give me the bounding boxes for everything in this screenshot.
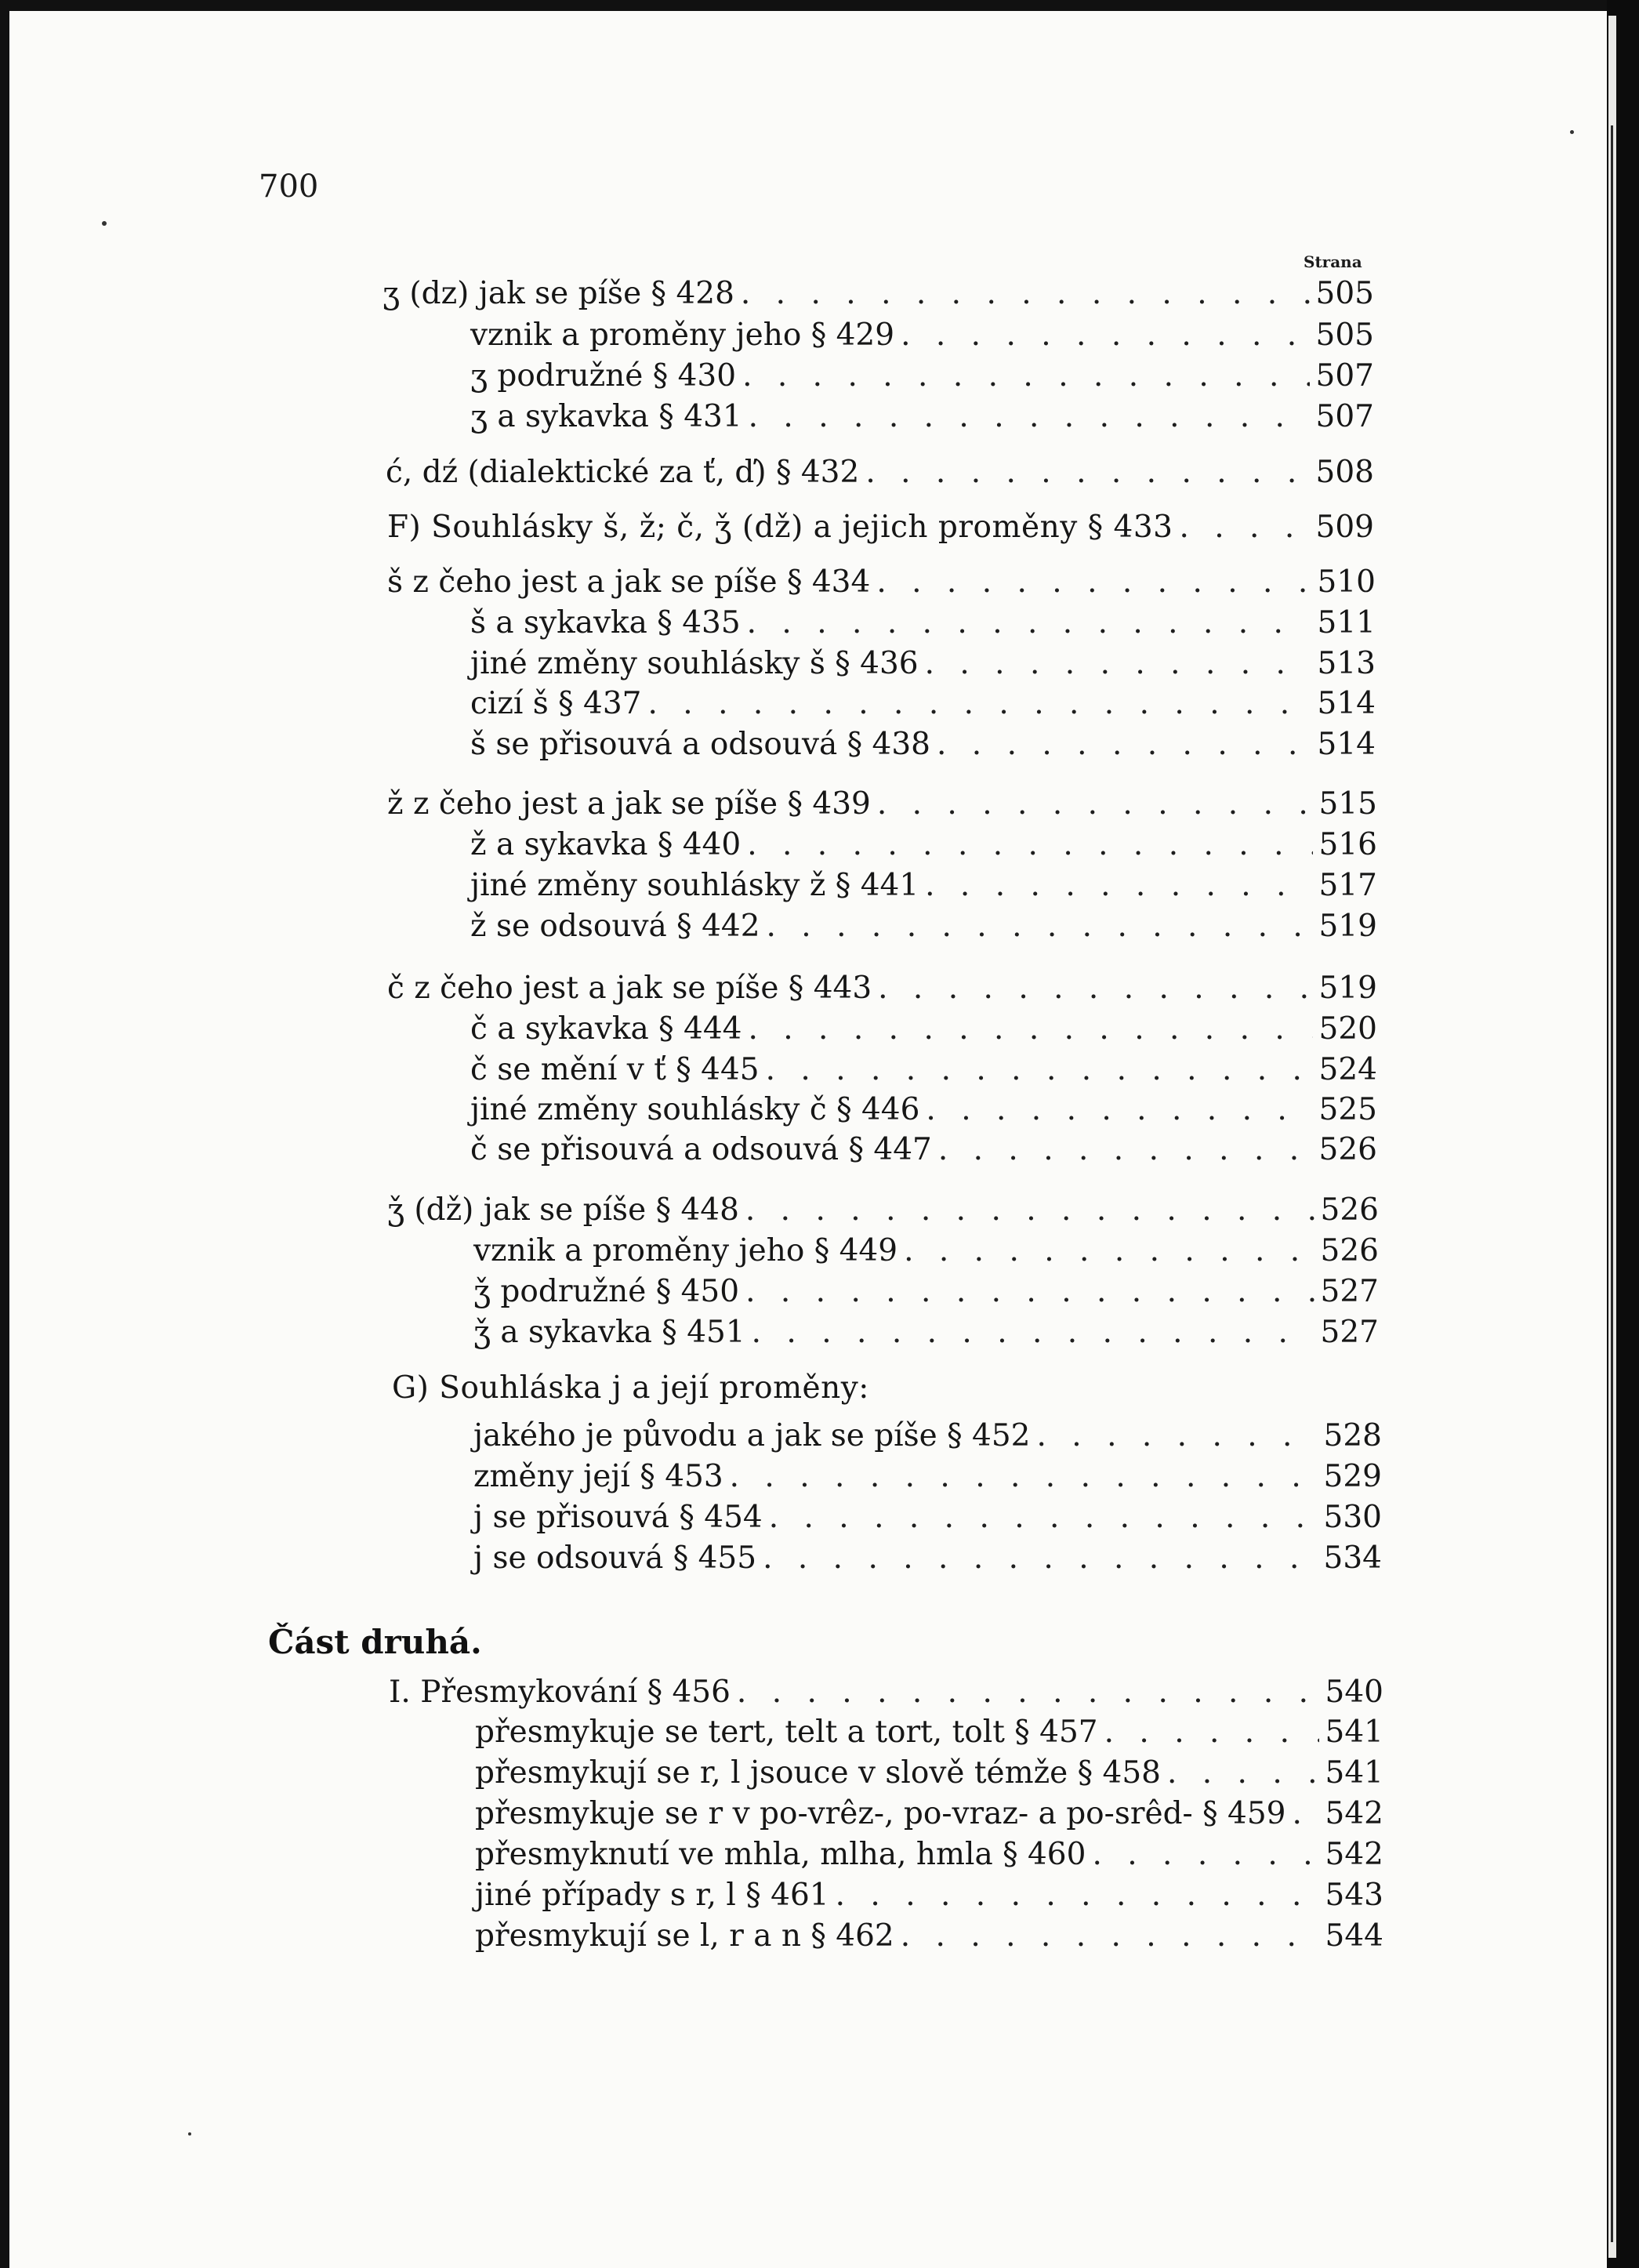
entry-page: 528 xyxy=(1323,1418,1382,1453)
binding-line xyxy=(1611,125,1613,2242)
scan-speck xyxy=(1570,130,1574,134)
leader-dots xyxy=(747,605,1311,641)
entry-page: 520 xyxy=(1318,1011,1377,1047)
leader-dots xyxy=(925,868,1312,904)
entry-page: 507 xyxy=(1315,399,1374,434)
toc-entry xyxy=(470,868,1377,904)
entry-page: 526 xyxy=(1320,1233,1379,1268)
toc-entry xyxy=(387,564,1376,601)
entry-text: ć, dź (dialektické za ť, ď) § 432 xyxy=(386,455,860,490)
toc-entry xyxy=(470,827,1377,863)
leader-dots xyxy=(904,1233,1314,1269)
entry-page: 527 xyxy=(1320,1274,1379,1309)
toc-entry xyxy=(470,318,1374,354)
entry-text: č se přisouvá a odsouvá § 447 xyxy=(470,1132,932,1167)
entry-page: 525 xyxy=(1318,1092,1377,1127)
entry-text: vznik a proměny jeho § 429 xyxy=(470,318,895,353)
toc-entry xyxy=(470,605,1376,641)
toc-entry xyxy=(386,455,1374,491)
entry-text: jiné změny souhlásky ž § 441 xyxy=(470,868,919,903)
toc-entry xyxy=(475,1755,1383,1791)
leader-dots xyxy=(766,1052,1313,1088)
entry-page: 514 xyxy=(1317,686,1376,721)
toc-entry xyxy=(387,786,1377,822)
entry-text: j se přisouvá § 454 xyxy=(473,1500,763,1535)
leader-dots xyxy=(1104,1715,1319,1751)
column-header: Strana xyxy=(1304,252,1362,271)
leader-dots xyxy=(926,1092,1312,1128)
toc-entry xyxy=(383,276,1374,312)
entry-text: č a sykavka § 444 xyxy=(470,1011,742,1047)
entry-text: přesmykuje se tert, telt a tort, tolt § 457 xyxy=(475,1715,1098,1750)
leader-dots xyxy=(937,727,1311,763)
entry-text: ž a sykavka § 440 xyxy=(470,827,742,862)
entry-text: cizí š § 437 xyxy=(470,686,642,721)
entry-page: 505 xyxy=(1315,318,1374,353)
leader-dots xyxy=(745,1192,1314,1228)
leader-dots xyxy=(1167,1755,1319,1791)
toc-entry xyxy=(470,1092,1377,1128)
toc-entry xyxy=(473,1315,1379,1351)
leader-dots xyxy=(1292,1796,1318,1832)
entry-text: ǯ (dž) jak se píše § 448 xyxy=(387,1192,739,1228)
section-heading xyxy=(392,1370,1176,1406)
toc-entry xyxy=(470,1011,1377,1047)
entry-page: 505 xyxy=(1315,276,1374,311)
toc-entry xyxy=(387,1192,1379,1228)
leader-dots xyxy=(1092,1837,1318,1873)
toc-entry xyxy=(473,1274,1379,1310)
entry-page: 530 xyxy=(1323,1500,1382,1535)
entry-text: č se mění v ť § 445 xyxy=(470,1052,760,1087)
entry-page: 541 xyxy=(1325,1755,1383,1791)
entry-page: 526 xyxy=(1320,1192,1379,1228)
leader-dots xyxy=(878,971,1312,1007)
entry-page: 519 xyxy=(1318,971,1377,1006)
entry-page: 527 xyxy=(1320,1315,1379,1350)
toc-entry xyxy=(475,1837,1383,1873)
entry-text: změny její § 453 xyxy=(473,1459,723,1494)
entry-text: š z čeho jest a jak se píše § 434 xyxy=(387,564,871,600)
entry-text: přesmykuje se r v po-vrêz-, po-vraz- a po-srêd- § 459 xyxy=(475,1796,1286,1831)
entry-text: š se přisouvá a odsouvá § 438 xyxy=(470,727,930,762)
leader-dots xyxy=(742,358,1309,394)
leader-dots xyxy=(749,399,1310,435)
entry-text: ʒ a sykavka § 431 xyxy=(470,399,742,434)
leader-dots xyxy=(877,786,1313,822)
toc-entry xyxy=(473,1500,1382,1536)
toc-entry xyxy=(473,1233,1379,1269)
entry-text: přesmyknutí ve mhla, mlha, hmla § 460 xyxy=(475,1837,1086,1872)
leader-dots xyxy=(836,1878,1319,1914)
toc-entry xyxy=(473,1459,1382,1495)
toc-entry xyxy=(470,1132,1377,1168)
entry-text: přesmykují se r, l jsouce v slově témže § 458 xyxy=(475,1755,1161,1791)
leader-dots xyxy=(747,827,1312,863)
entry-page: 543 xyxy=(1325,1878,1383,1913)
entry-text: jiné změny souhlásky š § 436 xyxy=(470,646,919,681)
entry-text: š a sykavka § 435 xyxy=(470,605,741,640)
entry-page: 514 xyxy=(1317,727,1376,762)
leader-dots xyxy=(737,1675,1319,1711)
leader-dots xyxy=(865,455,1309,491)
leader-dots xyxy=(1036,1418,1317,1454)
leader-dots xyxy=(769,1500,1318,1536)
leader-dots xyxy=(763,1540,1317,1577)
entry-page: 515 xyxy=(1318,786,1377,822)
entry-text: F) Souhlásky š, ž; č, ǯ (dž) a jejich proměny § 433 xyxy=(387,510,1173,545)
entry-page: 540 xyxy=(1325,1675,1383,1710)
section-heading xyxy=(387,510,1374,546)
entry-text: I. Přesmykování § 456 xyxy=(389,1675,731,1710)
leader-dots xyxy=(730,1459,1318,1495)
scan-speck xyxy=(102,221,107,226)
scan-speck xyxy=(188,2132,191,2136)
entry-text: ʒ podružné § 430 xyxy=(470,358,737,394)
entry-text: č z čeho jest a jak se píše § 443 xyxy=(387,971,872,1006)
toc-entry xyxy=(470,727,1376,763)
entry-text: vznik a proměny jeho § 449 xyxy=(473,1233,898,1268)
entry-page: 544 xyxy=(1325,1918,1383,1954)
leader-dots xyxy=(938,1132,1313,1168)
leader-dots xyxy=(925,646,1311,682)
entry-page: 508 xyxy=(1315,455,1374,490)
entry-page: 517 xyxy=(1318,868,1377,903)
entry-text: ǯ a sykavka § 451 xyxy=(473,1315,745,1350)
entry-text: ž z čeho jest a jak se píše § 439 xyxy=(387,786,871,822)
part-title: Část druhá. xyxy=(268,1623,482,1661)
entry-page: 542 xyxy=(1325,1837,1383,1872)
entry-page: 541 xyxy=(1325,1715,1383,1750)
entry-page: 510 xyxy=(1317,564,1376,600)
toc-entry xyxy=(475,1918,1383,1954)
leader-dots xyxy=(741,276,1310,312)
entry-page: 509 xyxy=(1315,510,1374,545)
toc-entry xyxy=(473,1540,1382,1577)
leader-dots xyxy=(752,1315,1314,1351)
entry-page: 534 xyxy=(1323,1540,1382,1576)
leader-dots xyxy=(748,1011,1312,1047)
entry-text: jakého je původu a jak se píše § 452 xyxy=(473,1418,1031,1453)
entry-text: ʒ (dz) jak se píše § 428 xyxy=(383,276,734,311)
entry-text: jiné případy s r, l § 461 xyxy=(475,1878,829,1913)
toc-entry xyxy=(473,1418,1382,1454)
entry-text: j se odsouvá § 455 xyxy=(473,1540,757,1576)
page-number: 700 xyxy=(259,169,319,205)
entry-page: 526 xyxy=(1318,1132,1377,1167)
toc-entry xyxy=(470,399,1374,435)
entry-page: 516 xyxy=(1318,827,1377,862)
entry-page: 524 xyxy=(1318,1052,1377,1087)
entry-page: 529 xyxy=(1323,1459,1382,1494)
entry-page: 519 xyxy=(1318,909,1377,944)
toc-entry xyxy=(470,1052,1377,1088)
entry-page: 507 xyxy=(1315,358,1374,394)
toc-entry xyxy=(470,909,1377,945)
entry-text: přesmykují se l, r a n § 462 xyxy=(475,1918,894,1954)
toc-entry xyxy=(475,1715,1383,1751)
leader-dots xyxy=(901,1918,1319,1954)
entry-page: 513 xyxy=(1317,646,1376,681)
toc-entry xyxy=(387,971,1377,1007)
leader-dots xyxy=(876,564,1311,601)
toc-entry xyxy=(475,1796,1383,1832)
section-heading xyxy=(389,1675,1383,1711)
toc-entry xyxy=(470,646,1376,682)
entry-text: ž se odsouvá § 442 xyxy=(470,909,760,944)
entry-text: ǯ podružné § 450 xyxy=(473,1274,740,1309)
leader-dots xyxy=(1179,510,1309,546)
toc-entry xyxy=(470,686,1376,722)
entry-page: 542 xyxy=(1325,1796,1383,1831)
entry-text: jiné změny souhlásky č § 446 xyxy=(470,1092,920,1127)
leader-dots xyxy=(647,686,1311,722)
leader-dots xyxy=(901,318,1309,354)
entry-page: 511 xyxy=(1317,605,1376,640)
toc-entry xyxy=(470,358,1374,394)
leader-dots xyxy=(767,909,1313,945)
leader-dots xyxy=(745,1274,1314,1310)
entry-text: G) Souhláska j a její proměny: xyxy=(392,1370,869,1406)
toc-entry xyxy=(475,1878,1383,1914)
